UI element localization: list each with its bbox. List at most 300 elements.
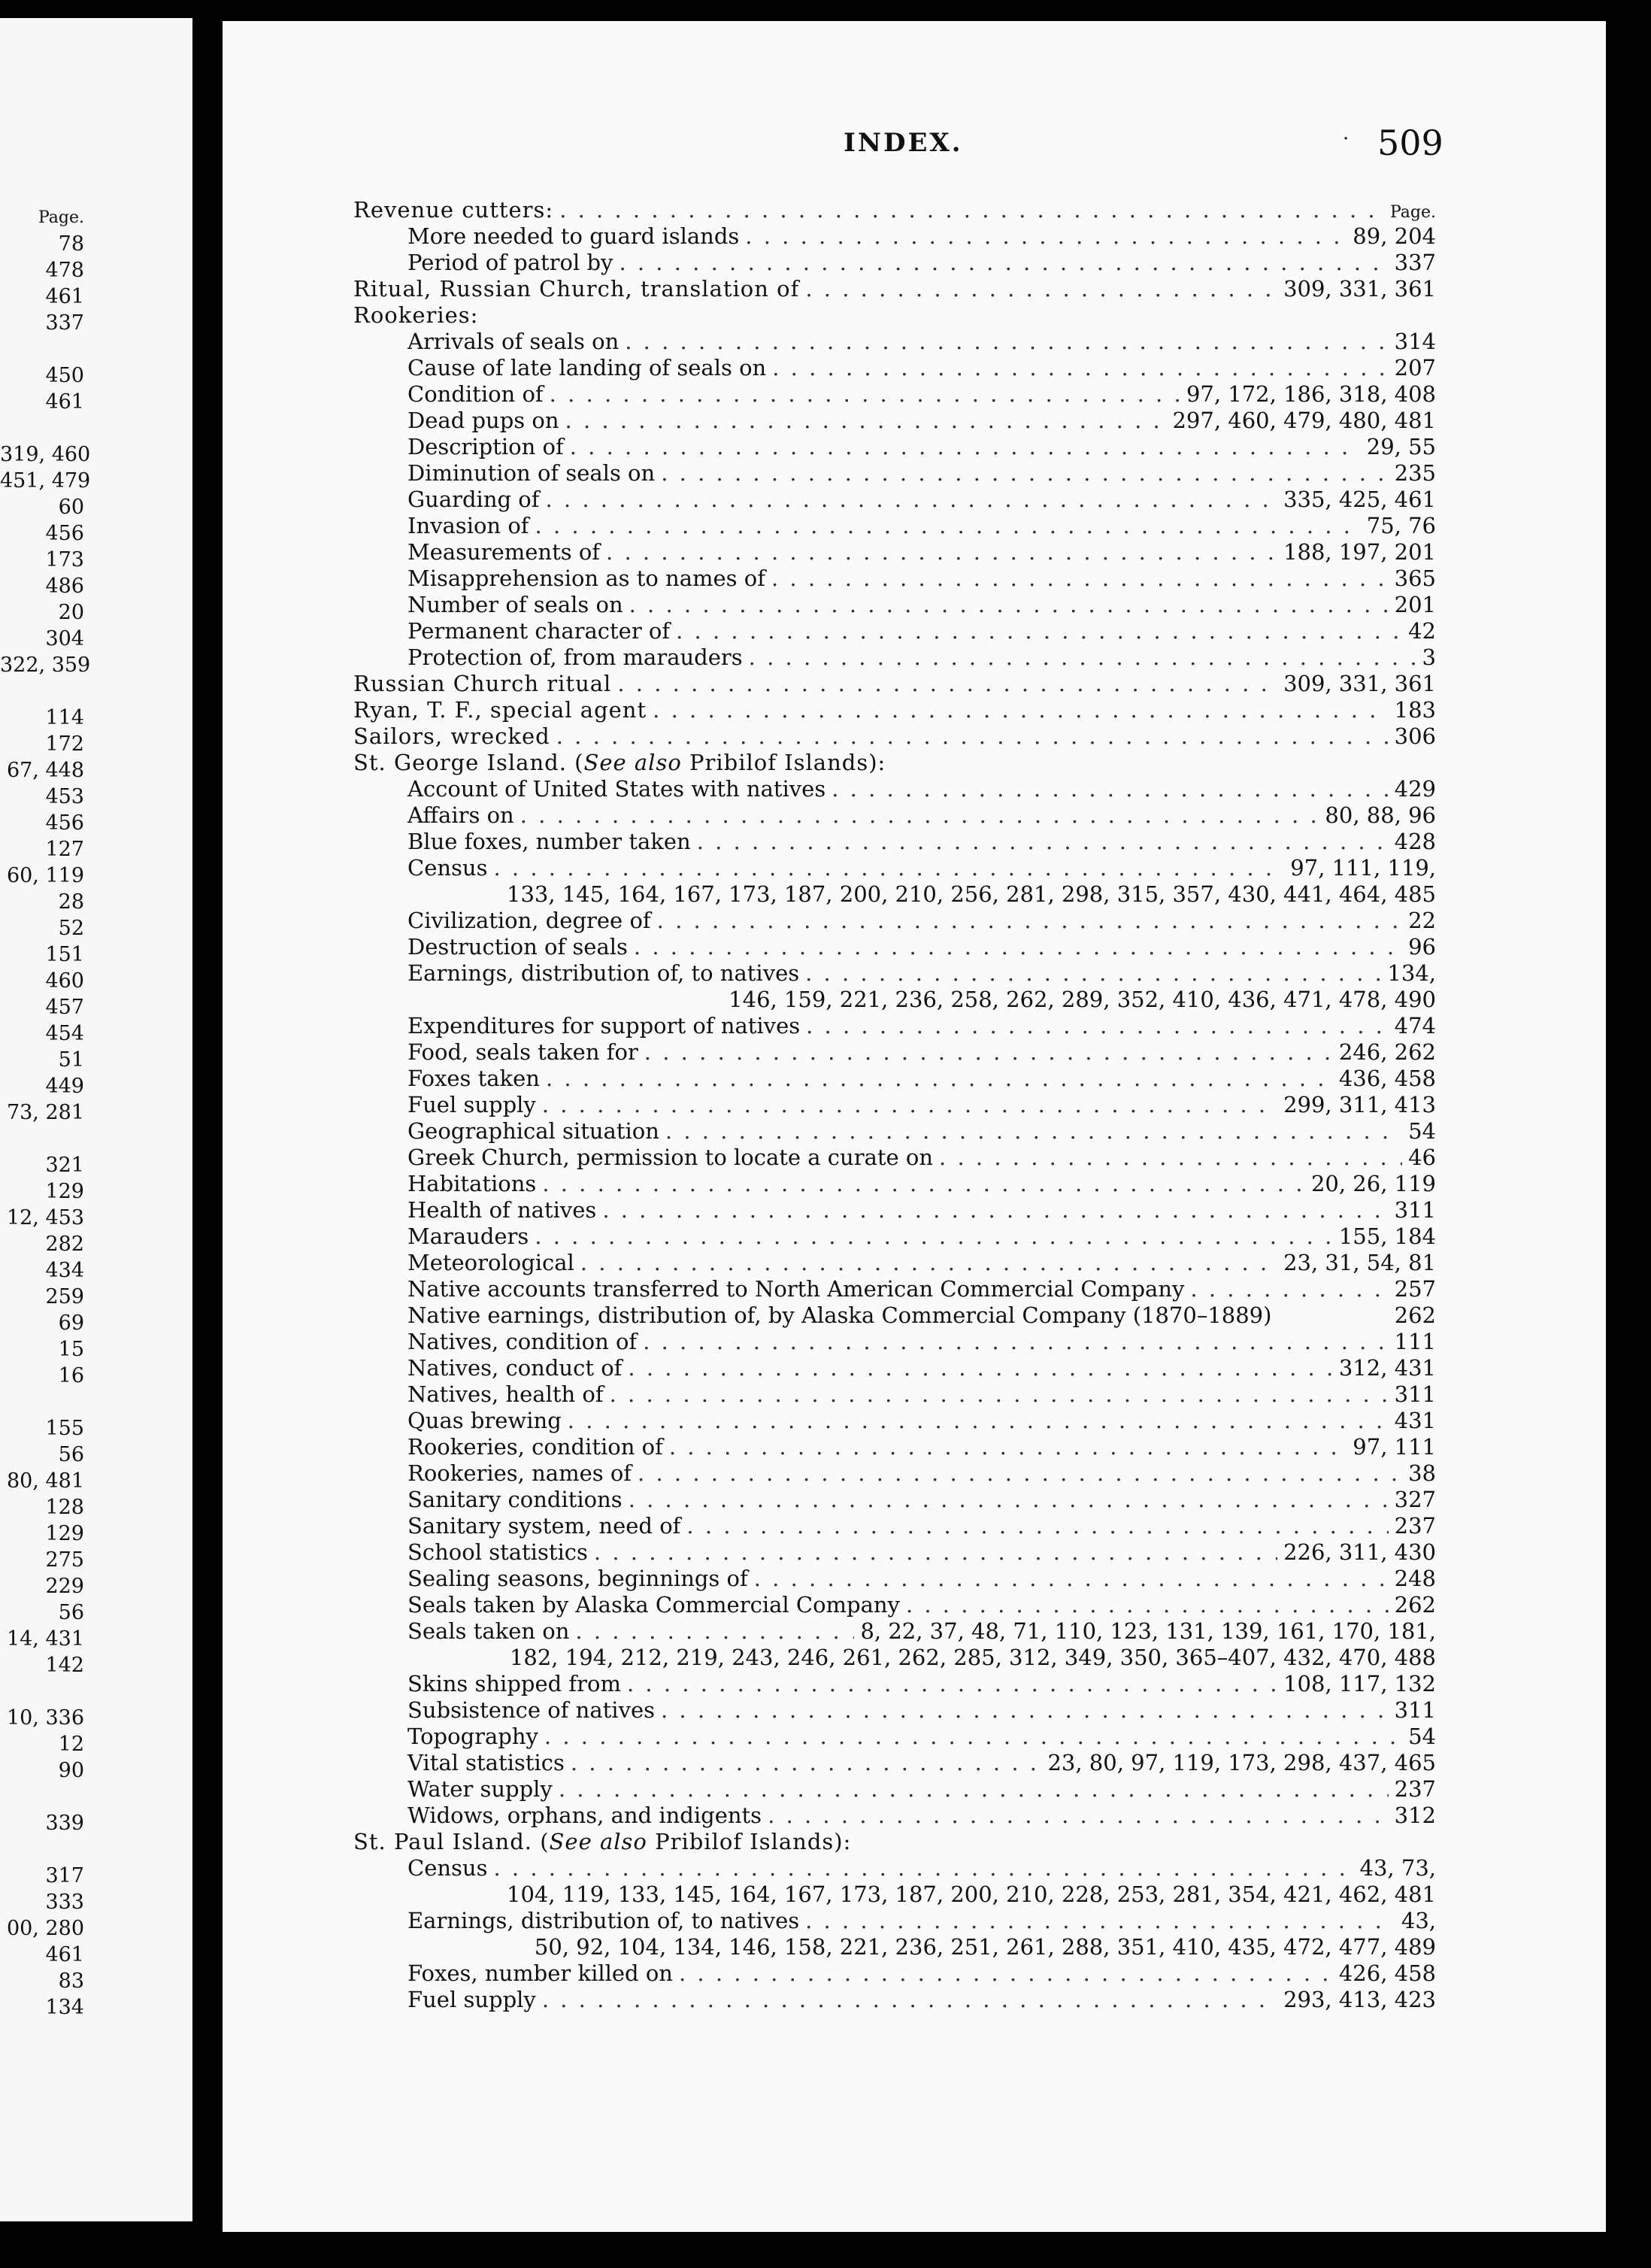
index-term-text: Foxes, number killed on	[407, 1960, 673, 1986]
left-page-number: 450	[45, 364, 84, 387]
left-page-number: 56	[58, 1601, 84, 1624]
index-pages: 89, 204	[1353, 223, 1436, 249]
index-term	[407, 1460, 632, 1486]
index-pages: 226, 311, 430	[1283, 1539, 1436, 1565]
index-pages: 96	[1408, 934, 1436, 960]
dot-leader	[565, 408, 1167, 433]
index-pages: 327	[1394, 1487, 1436, 1512]
left-page-number: 275	[45, 1548, 84, 1572]
index-entry	[353, 829, 1436, 855]
left-page-number: 73, 281	[6, 1101, 84, 1124]
left-page-number: 478	[45, 259, 84, 282]
index-entry	[353, 329, 1436, 355]
index-entry	[353, 776, 1436, 802]
index-pages: 262	[1394, 1592, 1436, 1618]
index-term-text: Civilization, degree of	[407, 908, 651, 933]
left-page-number	[0, 336, 84, 362]
dot-leader	[535, 513, 1361, 538]
left-page-number: 151	[45, 943, 84, 966]
left-page-number: 127	[45, 838, 84, 861]
left-page-number: 486	[45, 575, 84, 598]
dot-leader	[594, 1539, 1277, 1565]
index-term	[407, 618, 670, 644]
left-page-number: 90	[58, 1759, 84, 1782]
dot-leader	[906, 1592, 1389, 1618]
index-pages: 75, 76	[1366, 513, 1436, 538]
index-pages: 309, 331, 361	[1283, 276, 1436, 302]
index-pages: 237	[1394, 1513, 1436, 1539]
index-term	[407, 460, 655, 486]
dot-leader	[749, 644, 1416, 670]
index-entry	[353, 1434, 1436, 1460]
index-entry	[353, 223, 1436, 250]
index-entry	[353, 1066, 1436, 1092]
index-entry	[353, 723, 1436, 750]
left-page-number: 134	[45, 1996, 84, 2019]
index-pages: 104, 119, 133, 145, 164, 167, 173, 187, 200, 210, 228, 253, 281, 354, 421, 462, 481	[507, 1881, 1436, 1907]
dot-leader	[568, 1408, 1389, 1433]
index-term-text: Natives, health of	[407, 1381, 604, 1407]
dot-leader	[556, 723, 1389, 749]
left-page-number: 456	[45, 522, 84, 545]
index-entry	[353, 1697, 1436, 1724]
left-page-number: 114	[45, 706, 84, 729]
left-page-number: 282	[45, 1233, 84, 1256]
left-page-number	[0, 1678, 84, 1705]
index-entry	[353, 1250, 1436, 1276]
index-term-text: Destruction of seals	[407, 934, 628, 960]
index-term-text: Fuel supply	[407, 1092, 536, 1117]
left-page-number: 14, 431	[6, 1627, 84, 1651]
index-pages: 312	[1394, 1803, 1436, 1828]
left-page-number: 00, 280	[6, 1917, 84, 1940]
dot-leader	[805, 960, 1381, 986]
index-term-text: Geographical situation	[407, 1118, 659, 1144]
left-page-number: 142	[45, 1654, 84, 1677]
index-term-text: Fuel supply	[407, 1987, 536, 2012]
index-term	[407, 1039, 638, 1065]
index-term-text: Protection of, from marauders	[407, 644, 743, 670]
index-term	[407, 802, 514, 828]
left-page-number: 129	[45, 1180, 84, 1203]
left-page-number: 229	[45, 1575, 84, 1598]
index-term-text: Sanitary system, need of	[407, 1513, 681, 1539]
index-pages: 38	[1408, 1460, 1436, 1486]
index-term-text: Native accounts transferred to North American Commercial Company	[407, 1276, 1185, 1302]
dot-leader	[535, 1223, 1333, 1249]
index-term-text: Rookeries, names of	[407, 1460, 632, 1486]
index-term-text: School statistics	[407, 1539, 588, 1565]
dot-leader	[550, 381, 1180, 407]
index-pages: 42	[1408, 618, 1436, 644]
index-term-text: Sealing seasons, beginnings of	[407, 1566, 748, 1591]
left-page-number	[0, 1389, 84, 1415]
dot-leader	[805, 276, 1277, 302]
index-entry	[353, 960, 1436, 987]
index-term-text: Revenue cutters:	[353, 197, 554, 223]
dot-leader	[638, 1460, 1402, 1486]
left-page-number: 56	[58, 1443, 84, 1466]
index-entry	[353, 1171, 1436, 1197]
index-pages: 183	[1394, 697, 1436, 723]
index-term	[407, 1381, 604, 1407]
dot-leader	[771, 565, 1389, 591]
index-pages: 262	[1394, 1302, 1436, 1328]
index-pages: 474	[1394, 1013, 1436, 1038]
index-term	[407, 1250, 574, 1275]
index-term	[407, 1197, 596, 1223]
left-page-number: 321	[45, 1154, 84, 1177]
index-term	[407, 1434, 663, 1460]
see-also-target: Pribilof Islands):	[689, 750, 886, 775]
index-pages: 108, 117, 132	[1283, 1671, 1436, 1696]
dot-leader	[570, 434, 1361, 459]
index-entry	[353, 934, 1436, 960]
index-pages: 97, 111, 119,	[1290, 855, 1436, 881]
index-pages: 207	[1394, 355, 1436, 381]
index-term-text: Seals taken by Alaska Commercial Company	[407, 1592, 900, 1618]
index-pages: 188, 197, 201	[1283, 539, 1436, 565]
left-page-number: 15	[58, 1338, 84, 1361]
left-page-number: 128	[45, 1496, 84, 1519]
index-entry	[353, 1276, 1436, 1302]
index-pages: 309, 331, 361	[1283, 671, 1436, 696]
left-page-number: 60, 119	[6, 864, 84, 887]
index-term-text: Russian Church ritual	[353, 671, 612, 696]
index-term-text: Ryan, T. F., special agent	[353, 697, 647, 723]
index-term	[407, 355, 766, 381]
index-entry	[353, 1724, 1436, 1750]
index-pages: 429	[1394, 776, 1436, 802]
see-also-reference: See also	[549, 1829, 647, 1854]
dot-leader	[580, 1250, 1277, 1275]
index-term-text: Arrivals of seals on	[407, 329, 620, 354]
index-pages: 146, 159, 221, 236, 258, 262, 289, 352, 410, 436, 471, 478, 490	[729, 987, 1436, 1012]
dot-leader	[493, 855, 1284, 881]
index-term	[353, 671, 611, 696]
left-page-number: 456	[45, 811, 84, 835]
index-entry	[353, 408, 1436, 434]
left-page-number: 69	[58, 1311, 84, 1335]
index-term	[407, 381, 544, 407]
index-term-text: St. George Island.	[353, 750, 567, 775]
index-entry	[353, 1960, 1436, 1987]
index-entry	[353, 302, 1436, 329]
left-page-fragment	[0, 18, 192, 2221]
index-term	[407, 329, 619, 354]
index-term	[407, 1566, 748, 1591]
left-page-number: 454	[45, 1022, 84, 1045]
index-entry	[353, 1460, 1436, 1487]
left-page-number: 339	[45, 1812, 84, 1835]
index-term	[407, 1145, 933, 1170]
index-entry	[353, 1513, 1436, 1539]
index-term-text: Sanitary conditions	[407, 1487, 623, 1512]
dot-leader	[676, 618, 1402, 644]
index-pages: 133, 145, 164, 167, 173, 187, 200, 210, 256, 281, 298, 315, 357, 430, 441, 464, 485	[507, 881, 1436, 907]
index-term-text: Quas brewing	[407, 1408, 562, 1433]
index-entry	[353, 1855, 1436, 1881]
index-term-text: Census	[407, 1855, 488, 1881]
index-term	[407, 1118, 659, 1144]
index-entry	[353, 487, 1436, 513]
left-page-header: Page.	[38, 208, 84, 227]
left-page-number: 461	[45, 390, 84, 414]
left-page-number: 78	[58, 232, 84, 256]
left-page-number: 12, 453	[6, 1206, 84, 1230]
index-term	[407, 1276, 1184, 1302]
index-term-text: Skins shipped from	[407, 1671, 621, 1696]
index-entry	[353, 539, 1436, 565]
dot-leader	[520, 802, 1319, 828]
dot-leader	[643, 1329, 1388, 1354]
index-term	[407, 1355, 622, 1381]
index-pages: 436, 458	[1338, 1066, 1436, 1091]
index-term-text: Census	[407, 855, 488, 881]
index-term-text: Permanent character of	[407, 618, 671, 644]
dot-leader	[806, 1013, 1389, 1038]
dot-leader	[610, 1381, 1389, 1407]
index-pages: 43, 73,	[1359, 1855, 1436, 1881]
dot-leader	[661, 460, 1388, 486]
index-term	[407, 960, 799, 986]
index-term-text: Dead pups on	[407, 408, 559, 433]
dot-leader	[546, 487, 1278, 512]
index-term-text: Rookeries, condition of	[407, 1434, 663, 1460]
index-term-text: Seals taken on	[407, 1618, 570, 1644]
dot-leader	[686, 1513, 1388, 1539]
index-pages: 312, 431	[1338, 1355, 1436, 1381]
index-pages: 426, 458	[1338, 1960, 1436, 1986]
index-pages: 311	[1394, 1197, 1436, 1223]
index-term-text: Ritual, Russian Church, translation of	[353, 276, 800, 302]
left-page-number: 259	[45, 1285, 84, 1308]
index-entry	[353, 1039, 1436, 1066]
index-term	[407, 1776, 553, 1802]
index-pages: 299, 311, 413	[1283, 1092, 1436, 1117]
dot-leader	[805, 1908, 1395, 1933]
index-entry	[353, 197, 1436, 223]
index-entry	[353, 1197, 1436, 1223]
index-entry	[353, 1329, 1436, 1355]
see-also-target: Pribilof Islands):	[655, 1829, 852, 1854]
index-entry	[353, 671, 1436, 697]
dot-leader	[627, 1671, 1277, 1696]
dot-leader	[619, 250, 1388, 275]
index-term-text: Greek Church, permission to locate a curate on	[407, 1145, 934, 1170]
left-page-number: 333	[45, 1891, 84, 1914]
left-page-number: 80, 481	[6, 1469, 84, 1493]
index-pages: 20, 26, 119	[1310, 1171, 1436, 1196]
index-entry	[353, 855, 1436, 881]
dot-leader	[559, 1776, 1389, 1802]
index-continuation-line	[353, 1934, 1436, 1960]
index-term	[407, 1987, 536, 2012]
left-page-number: 317	[45, 1864, 84, 1887]
dot-leader	[542, 1171, 1305, 1196]
index-pages: 337	[1394, 250, 1436, 275]
index-term	[353, 276, 799, 302]
dot-leader	[625, 329, 1388, 354]
index-pages: 54	[1408, 1724, 1436, 1749]
dot-leader	[772, 355, 1388, 381]
left-page-number: 304	[45, 627, 84, 650]
index-entry	[353, 1302, 1436, 1329]
left-page-number: 319, 460	[0, 443, 91, 466]
index-entry	[353, 1987, 1436, 2013]
dot-leader	[571, 1750, 1042, 1775]
left-page-number: 83	[58, 1969, 84, 1993]
index-term-text: Account of United States with natives	[407, 776, 826, 802]
index-pages: 8, 22, 37, 48, 71, 110, 123, 131, 139, 161, 170, 181,	[860, 1618, 1436, 1644]
index-pages: 248	[1394, 1566, 1436, 1591]
index-entry	[353, 1671, 1436, 1697]
book-gutter	[192, 0, 223, 2268]
index-term	[407, 1171, 536, 1196]
left-page-number	[0, 1784, 84, 1810]
index-term-paren: (	[532, 1829, 550, 1854]
index-pages: 314	[1394, 329, 1436, 354]
index-term	[407, 408, 559, 433]
dot-leader	[602, 1197, 1388, 1223]
dot-leader	[697, 829, 1389, 854]
index-pages: 23, 31, 54, 81	[1283, 1250, 1436, 1275]
index-term-text: Marauders	[407, 1223, 529, 1249]
index-term-text: Meteorological	[407, 1250, 574, 1275]
index-pages: 306	[1394, 723, 1436, 749]
index-term	[407, 1803, 762, 1828]
dot-leader	[544, 1724, 1402, 1749]
index-pages: 23, 80, 97, 119, 173, 298, 437, 465	[1047, 1750, 1436, 1775]
index-pages: 201	[1394, 592, 1436, 617]
left-page-number: 457	[45, 996, 84, 1019]
index-entry	[353, 802, 1436, 829]
index-pages: 297, 460, 479, 480, 481	[1172, 408, 1436, 433]
left-page-number: 461	[45, 1943, 84, 1966]
index-entry	[353, 1408, 1436, 1434]
index-pages: 311	[1394, 1697, 1436, 1723]
index-term-text: Sailors, wrecked	[353, 723, 550, 749]
index-term-text: Guarding of	[407, 487, 540, 512]
index-pages: 293, 413, 423	[1283, 1987, 1436, 2012]
dot-leader	[493, 1855, 1353, 1881]
index-entry	[353, 644, 1436, 671]
index-entry	[353, 1092, 1436, 1118]
index-entry	[353, 1829, 1436, 1855]
left-page-number: 453	[45, 785, 84, 808]
index-term	[407, 1013, 800, 1038]
index-entry	[353, 1381, 1436, 1408]
index-term	[407, 592, 623, 617]
index-term	[407, 1908, 799, 1933]
left-page-number: 12	[58, 1733, 84, 1756]
dot-leader	[542, 1987, 1277, 2012]
dot-leader	[606, 539, 1277, 565]
index-term	[353, 197, 553, 223]
index-term	[407, 934, 628, 960]
index-term	[407, 855, 487, 881]
index-term	[407, 487, 540, 512]
dot-leader	[629, 592, 1389, 617]
left-page-number	[0, 415, 84, 441]
index-term-text: Diminution of seals on	[407, 460, 656, 486]
dot-leader	[745, 223, 1347, 249]
index-term-text: Period of patrol by	[407, 250, 613, 275]
index-entry	[353, 1487, 1436, 1513]
index-term-text: Topography	[407, 1724, 538, 1749]
index-term	[407, 1750, 565, 1775]
index-term	[407, 434, 564, 459]
left-page-number: 461	[45, 285, 84, 308]
index-term-text: Foxes taken	[407, 1066, 540, 1091]
index-term-text: Water supply	[407, 1776, 553, 1802]
dot-leader	[559, 197, 1384, 223]
index-entry	[353, 250, 1436, 276]
header-bullet: ·	[1343, 128, 1350, 150]
dot-leader	[679, 1960, 1333, 1986]
index-term-text: Natives, conduct of	[407, 1355, 623, 1381]
dot-leader	[657, 908, 1402, 933]
index-term	[353, 723, 550, 749]
index-term-text: Earnings, distribution of, to natives	[407, 960, 800, 986]
index-term-text: Invasion of	[407, 513, 529, 538]
index-entry	[353, 460, 1436, 487]
left-page-number: 51	[58, 1048, 84, 1072]
index-pages: 22	[1408, 908, 1436, 933]
index-term	[407, 1618, 569, 1644]
left-page-number: 60	[58, 496, 84, 519]
dot-leader	[629, 1487, 1389, 1512]
index-term	[407, 1513, 680, 1539]
index-term	[353, 1829, 851, 1854]
index-term-text: Cause of late landing of seals on	[407, 355, 767, 381]
index-entry	[353, 592, 1436, 618]
index-entry	[353, 434, 1436, 460]
index-term-text: Rookeries:	[353, 302, 479, 328]
index-entry	[353, 381, 1436, 408]
left-page-number: 449	[45, 1075, 84, 1098]
index-pages: 111	[1394, 1329, 1436, 1354]
index-term-text: Condition of	[407, 381, 544, 407]
index-entry	[353, 1618, 1436, 1645]
index-entry	[353, 1539, 1436, 1566]
left-page-number: 460	[45, 969, 84, 993]
index-pages: 237	[1394, 1776, 1436, 1802]
index-pages: 335, 425, 461	[1283, 487, 1436, 512]
index-list	[353, 197, 1436, 2013]
index-entry	[353, 1803, 1436, 1829]
index-term-text: Habitations	[407, 1171, 537, 1196]
index-pages: 3	[1422, 644, 1436, 670]
index-entry	[353, 513, 1436, 539]
index-term-paren: (	[566, 750, 584, 775]
index-term	[407, 539, 600, 565]
dot-leader	[1190, 1276, 1388, 1302]
left-page-number: 52	[58, 917, 84, 940]
index-pages: 46	[1408, 1145, 1436, 1170]
left-page-number: 67, 448	[6, 759, 84, 782]
index-entry	[353, 1013, 1436, 1039]
left-page-number: 129	[45, 1522, 84, 1545]
dot-leader	[542, 1092, 1277, 1117]
dot-leader	[939, 1145, 1402, 1170]
index-term	[407, 829, 691, 854]
index-pages: 235	[1394, 460, 1436, 486]
index-continuation-line	[353, 987, 1436, 1013]
left-page-number: 337	[45, 311, 84, 335]
index-pages: 431	[1394, 1408, 1436, 1433]
running-head: INDEX.	[844, 128, 963, 158]
